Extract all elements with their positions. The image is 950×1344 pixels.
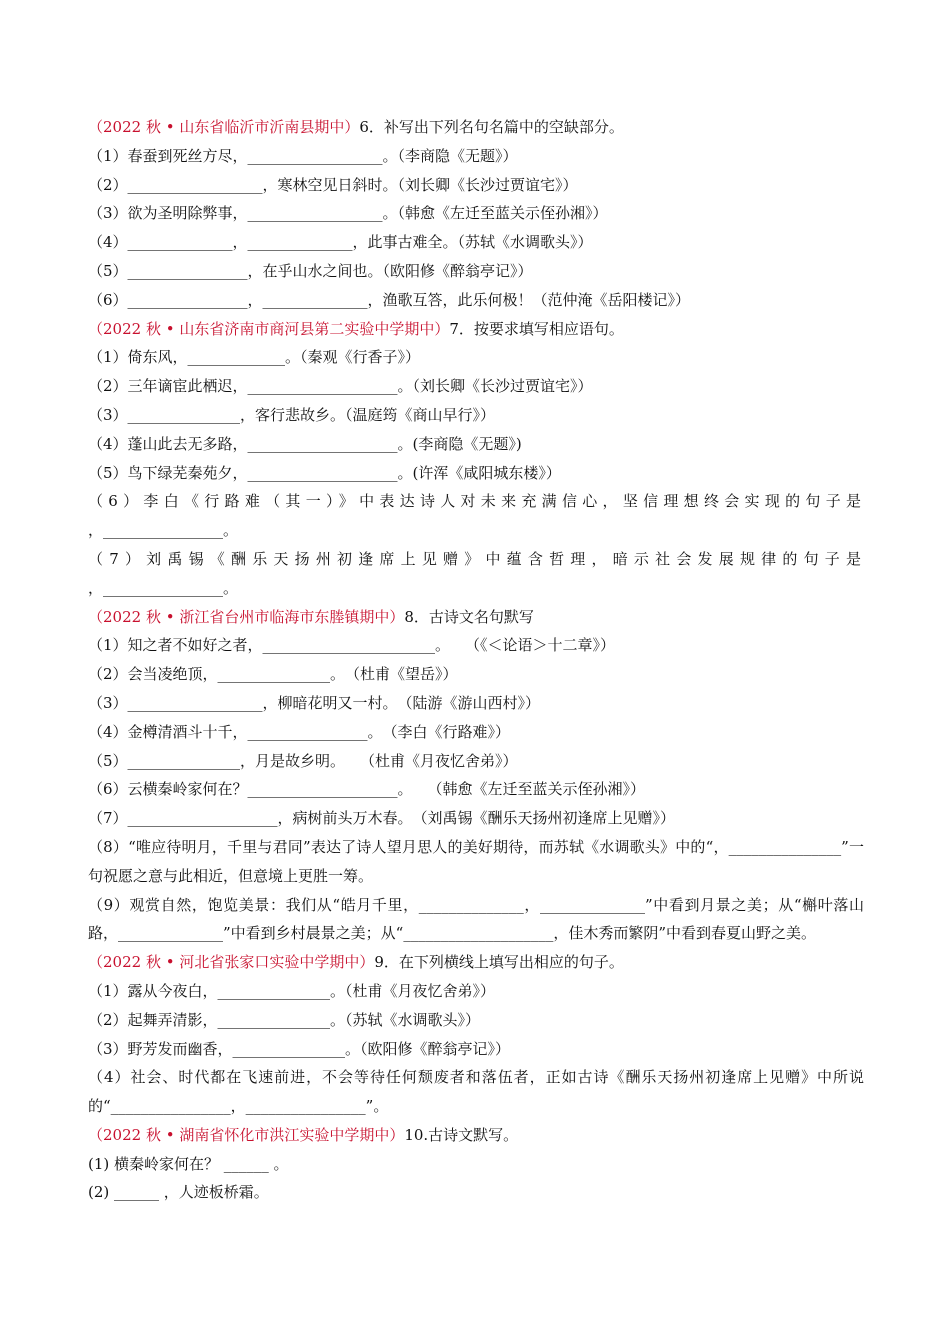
question-8-header	[88, 603, 864, 632]
question-7-prompt: 7．按要求填写相应语句。	[449, 319, 624, 338]
question-6-item-6: （6）________________，______________，渔歌互答，此乐何极！（范仲淹《岳阳楼记》）	[88, 290, 691, 309]
question-9-prompt: 9．在下列横线上填写出相应的句子。	[374, 953, 624, 972]
question-7-item-6-line-1: （6）李白《行路难（其一）》中表达诗人对未来充满信心，坚信理想终会实现的句子是	[88, 492, 864, 511]
question-8-item-1: （1）知之者不如好之者，_______________________。 （《＜论语＞十二章》）	[88, 636, 616, 655]
question-9-item-1: （1）露从今夜白，_______________。（杜甫《月夜忆舍弟》）	[88, 981, 496, 1000]
question-6-item-1: （1）春蚕到死丝方尽，__________________。（李商隐《无题》）	[88, 146, 518, 165]
question-10-item-1: (1) 横秦岭家何在？ ______ 。	[88, 1154, 289, 1173]
question-8-item-7: （7）____________________，病树前头万木春。 （刘禹锡《酬乐天扬州初逢席上见赠》）	[88, 809, 676, 828]
question-6-source: （2022 秋 • 山东省临沂市沂南县期中）	[88, 118, 360, 136]
question-10-item-2: (2) ______ ，人迹板桥霜。	[88, 1183, 269, 1202]
question-10-source: （2022 秋 • 湖南省怀化市洪江实验中学期中）	[88, 1125, 405, 1144]
question-7-item-4: （4）蓬山此去无多路，____________________。(李商隐《无题》)	[88, 434, 522, 453]
question-7-item-3: （3）_______________，客行悲故乡。（温庭筠《商山早行》）	[88, 405, 496, 424]
question-6-item-3: （3）欲为圣明除弊事，__________________。（韩愈《左迁至蓝关示侄孙湘》）	[88, 204, 608, 223]
question-10-header	[88, 1121, 864, 1150]
question-8-prompt: 8．古诗文名句默写	[404, 607, 534, 626]
question-7-item-7-line-1: （7）刘禹锡《酬乐天扬州初逢席上见赠》中蕴含哲理，暗示社会发展规律的句子是	[88, 549, 864, 568]
question-7-item-6-line-2: ，________________。	[88, 521, 239, 540]
question-8-item-8: （8）“唯应待明月，千里与君同”表达了诗人望月思人的美好期待，而苏轼《水调歌头》中的“，_______________”一句祝愿之意与此相近，但意境上更胜一筹。	[88, 837, 864, 885]
question-9-item-2: （2）起舞弄清影，_______________。（苏轼《水调歌头》）	[88, 1010, 481, 1029]
question-8-item-3: （3）__________________，柳暗花明又一村。 （陆游《游山西村》）	[88, 693, 541, 712]
question-9-source: （2022 秋 • 河北省张家口实验中学期中）	[88, 953, 375, 972]
question-8-item-6: （6）云横秦岭家何在？____________________。 （韩愈《左迁至蓝关示侄孙湘》）	[88, 780, 646, 799]
question-8-item-5: （5）_______________，月是故乡明。 （杜甫《月夜忆舍弟》）	[88, 751, 518, 770]
question-7-item-1: （1）倚东风，_____________。（秦观《行香子》）	[88, 348, 421, 367]
question-7-item-2: （2）三年谪宦此栖迟，____________________。（刘长卿《长沙过贾谊宅》）	[88, 377, 593, 396]
question-6-item-5: （5）________________，在乎山水之间也。（欧阳修《醉翁亭记》）	[88, 261, 533, 280]
question-8-item-2: （2）会当凌绝顶，_______________。 （杜甫《望岳》）	[88, 665, 458, 684]
question-6-prompt: 6．补写出下列名句名篇中的空缺部分。	[359, 118, 624, 136]
question-9-item-4: （4）社会、时代都在飞速前进，不会等待任何颓废者和落伍者，正如古诗《酬乐天扬州初逢席上见赠》中所说的“________________，________________”。	[88, 1068, 864, 1116]
question-7-source: （2022 秋 • 山东省济南市商河县第二实验中学期中）	[88, 319, 450, 338]
question-9-header	[88, 948, 864, 977]
question-7-item-7-line-2: ，________________。	[88, 578, 239, 597]
question-6-header	[88, 113, 864, 142]
question-9-item-3: （3）野芳发而幽香，_______________。（欧阳修《醉翁亭记》）	[88, 1039, 511, 1058]
question-6-item-4: （4）______________，______________，此事古难全。（苏轼《水调歌头》）	[88, 233, 593, 252]
question-7-header	[88, 315, 864, 344]
question-8-source: （2022 秋 • 浙江省台州市临海市东塍镇期中）	[88, 607, 405, 626]
question-6-item-2: （2）__________________，寒林空见日斜时。（刘长卿《长沙过贾谊宅》）	[88, 175, 578, 194]
question-8-item-9: （9）观赏自然，饱览美景：我们从“皓月千里，______________，______________”中看到月景之美；从“槲叶落山路，______________”中看到乡村晨景之美；从“____________________，佳木秀而繁阴”中看到春夏山野之美。	[88, 895, 864, 943]
question-8-item-4: （4）金樽清酒斗十千，________________。 （李白《行路难》）	[88, 722, 511, 741]
question-10-prompt: 10.古诗文默写。	[404, 1125, 519, 1144]
question-7-item-5: （5）鸟下绿芜秦苑夕，____________________。(许浑《咸阳城东楼》）	[88, 463, 561, 482]
